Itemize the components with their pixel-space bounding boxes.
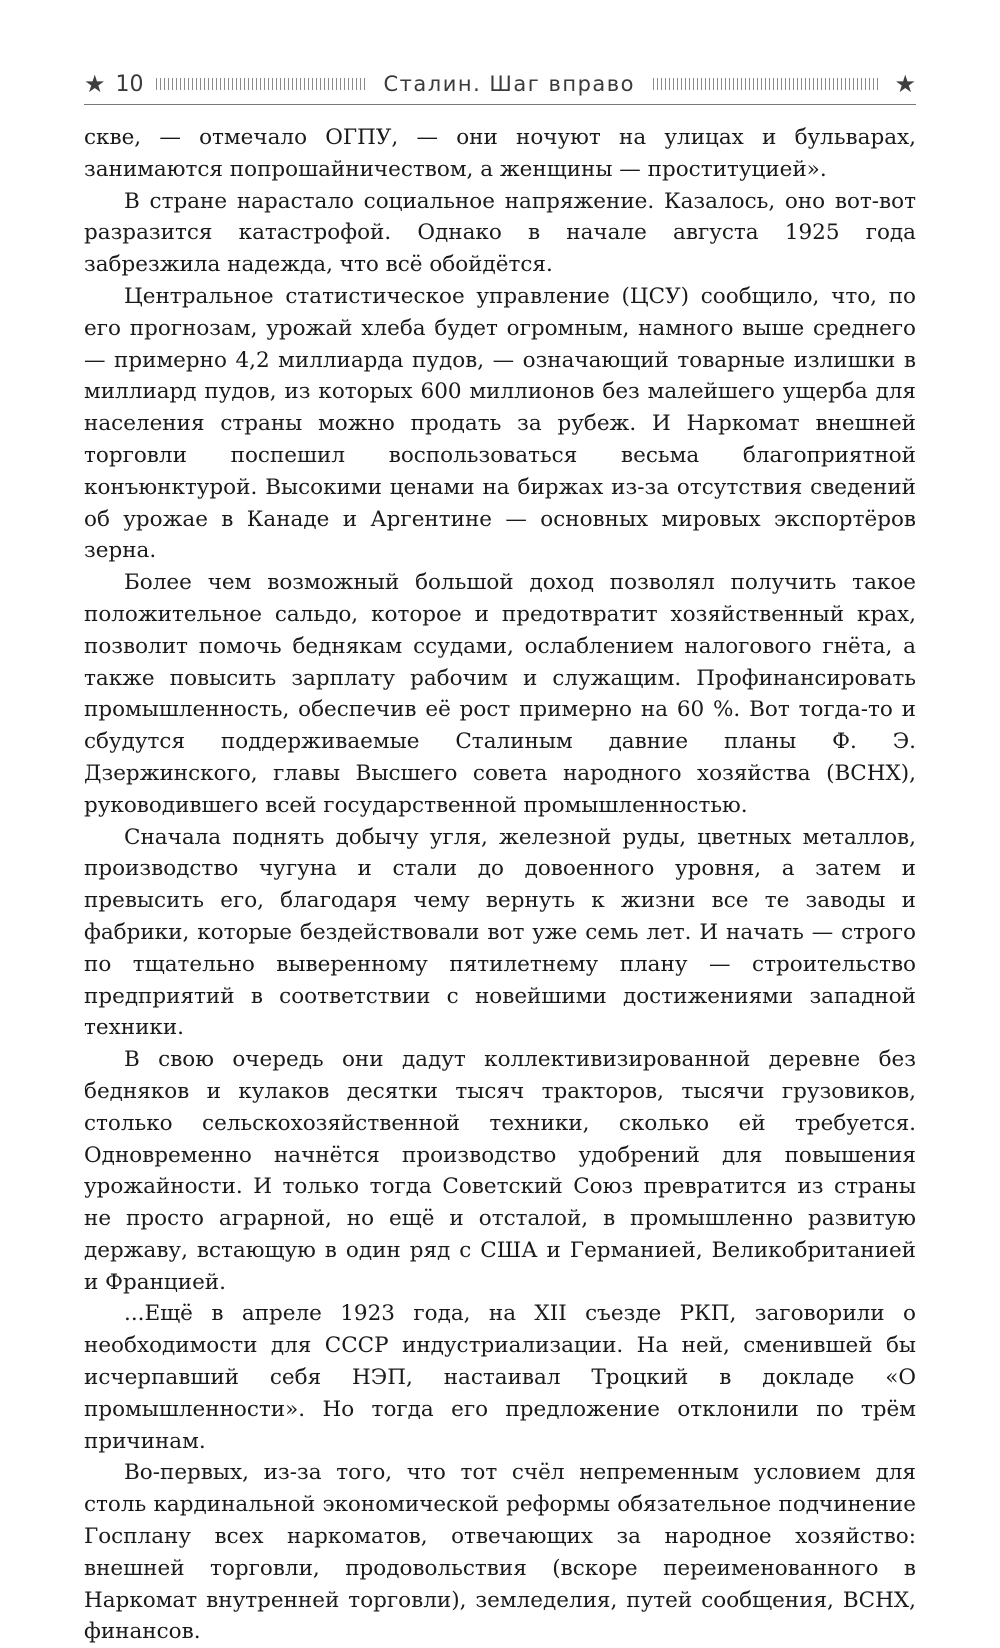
header-rule [84,104,916,105]
paragraph: В свою очередь они дадут коллективизированной деревне без бедняков и кулаков десятки тысяч тракторов, тысячи грузовиков, столько сельскохозяйственной техники, сколько ей требуется. Одновременно начнётся производство удобрений для повышения урожайности. И только тогда Советский Союз превратится из страны не просто аграрной, но ещё и отсталой, в промышленно развитую державу, встающую в один ряд с США и Германией, Великобританией и Францией. [84,1047,916,1295]
running-header [84,62,916,106]
paragraph: Более чем возможный большой доход позволял получить такое положительное сальдо, которое и предотвратит хозяйственный крах, позволит помочь беднякам ссудами, ослаблением налогового гнёта, а также повысить зарплату рабочим и служащим. Профинансировать промышленность, обеспечив её рост примерно на 60 %. Вот тогда-то и сбудутся поддерживаемые Сталиным давние планы Ф. Э. Дзержинского, главы Высшего совета народного хозяйства (ВСНХ), руководившего всей государственной промышленностью. [84,570,916,818]
header-ornament-right [653,78,878,90]
running-title: Сталин. Шаг вправо [383,72,635,96]
paragraph: скве, — отмечало ОГПУ, — они ночуют на улицах и бульварах, занимаются попрошайничеством, а женщины — проституцией». [84,125,916,182]
paragraph: Сначала поднять добычу угля, железной руды, цветных металлов, производство чугуна и стали до довоенного уровня, а затем и превысить его, благодаря чему вернуть к жизни все те заводы и фабрики, которые бездействовали вот уже семь лет. И начать — строго по тщательно выверенному пятилетнему плану — строительство предприятий в соответствии с новейшими достижениями западной техники. [84,824,916,1041]
paragraph: Во-первых, из-за того, что тот счёл непременным условием для столь кардинальной экономической реформы обязательное подчинение Госплану всех наркоматов, отвечающих за народное хозяйство: внешней торговли, продовольствия (вскоре переименованного в Наркомат внутренней торговли), земледелия, путей сообщения, ВСНХ, финансов. [84,1460,916,1645]
paragraph: Центральное статистическое управление (ЦСУ) сообщило, что, по его прогнозам, урожай хлеба будет огромным, намного выше среднего — примерно 4,2 миллиарда пудов, — означающий товарные излишки в миллиард пудов, из которых 600 миллионов без малейшего ущерба для населения страны можно продать за рубеж. И Наркомат внешней торговли поспешил воспользоваться весьма благоприятной конъюнктурой. Высокими ценами на биржах из-за отсутствия сведений об урожае в Канаде и Аргентине — основных мировых экспортёров зерна. [84,283,916,564]
page-number: 10 [115,71,144,97]
paragraph: В стране нарастало социальное напряжение. Казалось, оно вот-вот разразится катастрофой. Однако в начале августа 1925 года забрезжила надежда, что всё обойдётся. [84,188,916,278]
star-right-icon: ★ [894,70,916,98]
paragraph: ...Ещё в апреле 1923 года, на XII съезде РКП, заговорили о необходимости для СССР индустриализации. На ней, сменившей бы исчерпавший себя НЭП, настаивал Троцкий в докладе «О промышленности». Но тогда его предложение отклонили по трём причинам. [84,1301,916,1454]
header-ornament-left [156,78,366,90]
star-left-icon: ★ [84,70,106,98]
body-text [84,122,916,1648]
